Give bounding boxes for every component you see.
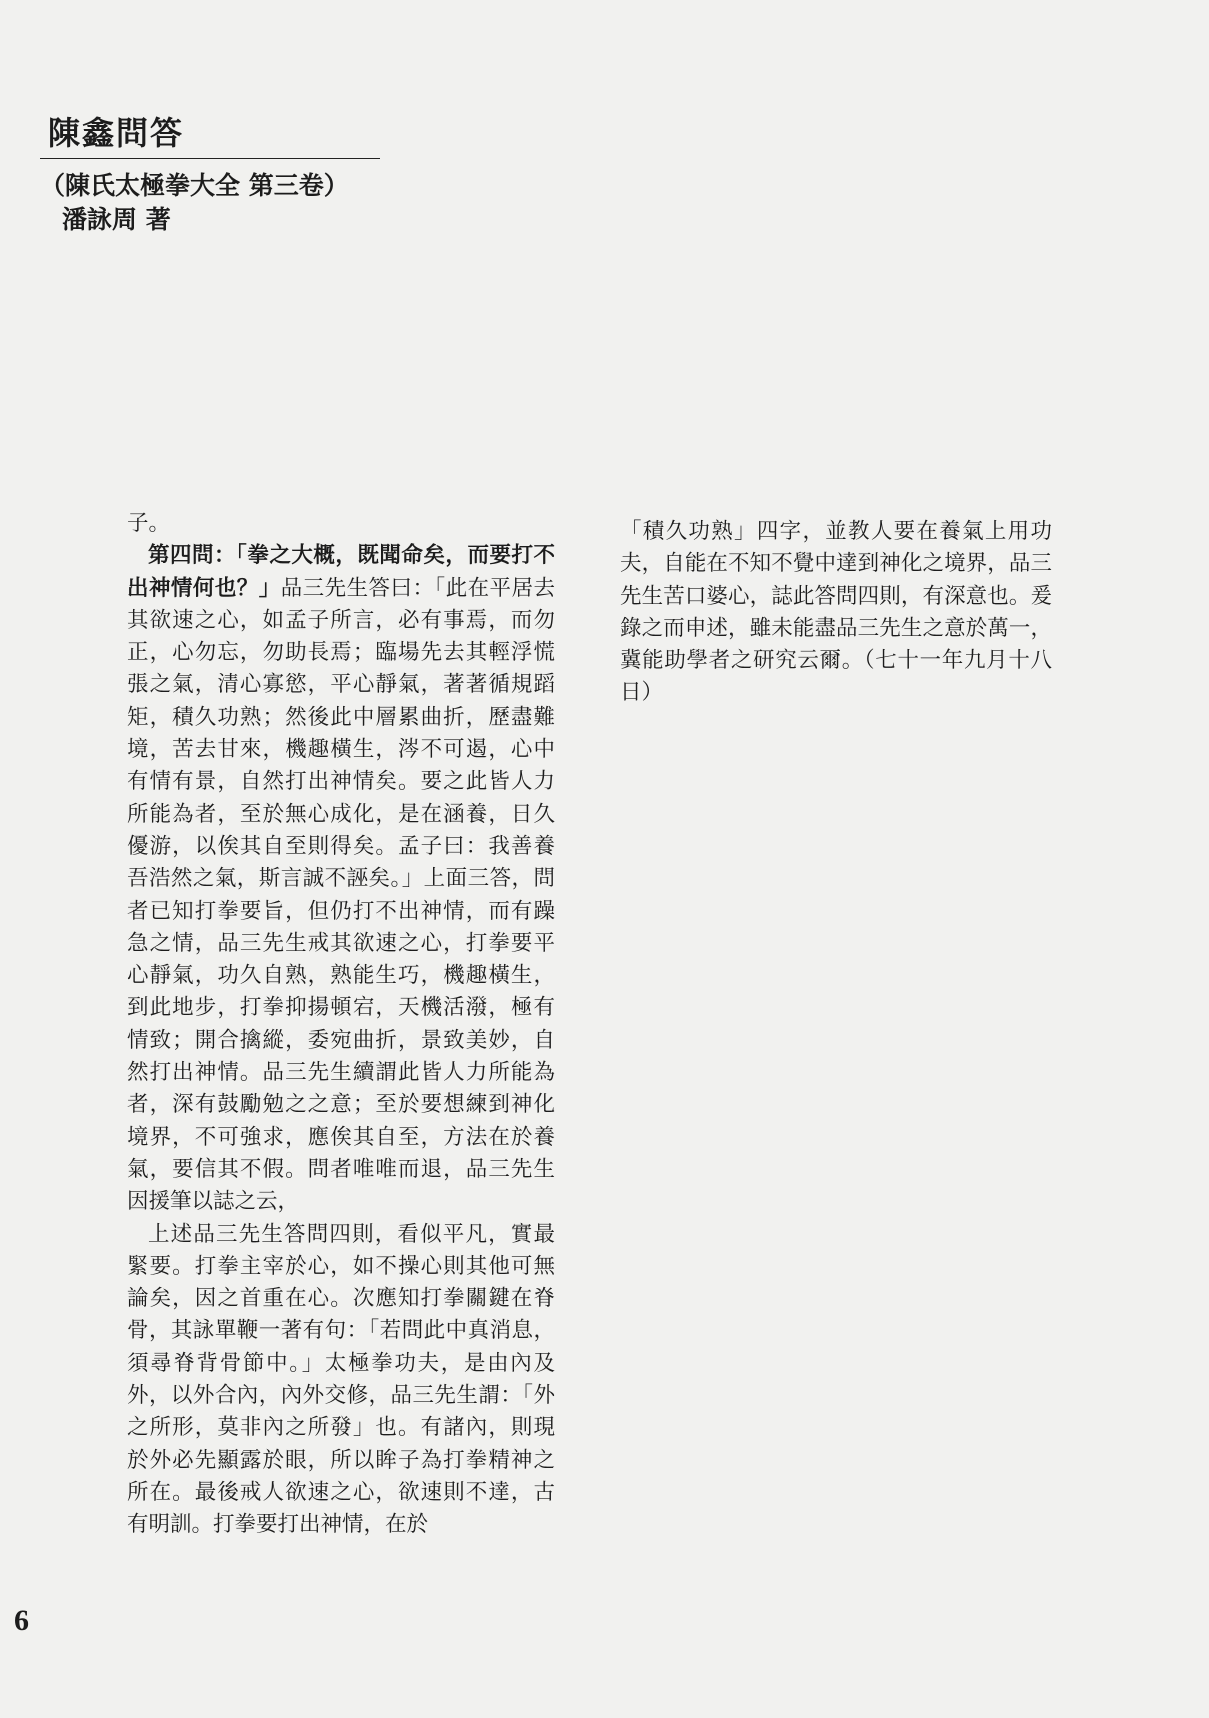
right-text-column [620,516,1052,710]
question-four: 第四問：「拳之大概，既聞命矣，而要打不出神情何也？」 [127,543,555,601]
article-subtitle: （陳氏太極拳大全 第三卷） [40,171,349,200]
article-header [40,112,380,237]
page-number: 6 [14,1604,29,1637]
answer-four: 品三先生答曰：「此在平居去其欲速之心，如孟子所言，必有事焉，而勿正，心勿忘，勿助長焉；臨場先去其輕浮慌張之氣，清心寡慾，平心靜氣，著著循規蹈矩，積久功熟；然後此中層累曲折，歷盡難境，苦去甘來，機趣橫生，涔不可遏，心中有情有景，自然打出神情矣。要之此皆人力所能為者，至於無心成化，是在涵養，日久優游，以俟其自至則得矣。孟子曰：我善養吾浩然之氣，斯言誠不誣矣。」上面三答，問者已知打拳要旨，但仍打不出神情，而有躁急之情，品三先生戒其欲速之心，打拳要平心靜氣，功久自熟，熟能生巧，機趣橫生，到此地步，打拳抑揚頓宕，天機活潑，極有情致；開合擒縱，委宛曲折，景致美妙，自然打出神情。品三先生續謂此皆人力所能為者，深有鼓勵勉之之意；至於要想練到神化境界，不可強求，應俟其自至，方法在於養氣，要信其不假。問者唯唯而退，品三先生因援筆以誌之云， [127,575,555,1215]
article-author: 潘詠周 著 [62,205,171,234]
paragraph-4: 「積久功熟」四字，並教人要在養氣上用功夫，自能在不知不覺中達到神化之境界，品三先生苦口婆心，誌此答問四則，有深意也。爰錄之而申述，雖未能盡品三先生之意於萬一，冀能助學者之研究云爾。（七十一年九月十八日） [620,519,1052,706]
left-text-column [127,508,555,1542]
paragraph-3: 上述品三先生答問四則，看似平凡，實最緊要。打拳主宰於心，如不操心則其他可無論矣，因之首重在心。次應知打拳關鍵在脊骨，其詠單鞭一著有句：「若問此中真消息，須尋脊背骨節中。」太極拳功夫，是由內及外，以外合內，內外交修，品三先生謂：「外之所形，莫非內之所發」也。有諸內，則現於外必先顯露於眼，所以眸子為打拳精神之所在。最後戒人欲速之心，欲速則不達，古有明訓。打拳要打出神情，在於 [127,1221,555,1538]
paragraph-1: 子。 [127,511,171,536]
article-title: 陳鑫問答 [40,112,380,159]
paragraph-2 [127,540,555,1218]
